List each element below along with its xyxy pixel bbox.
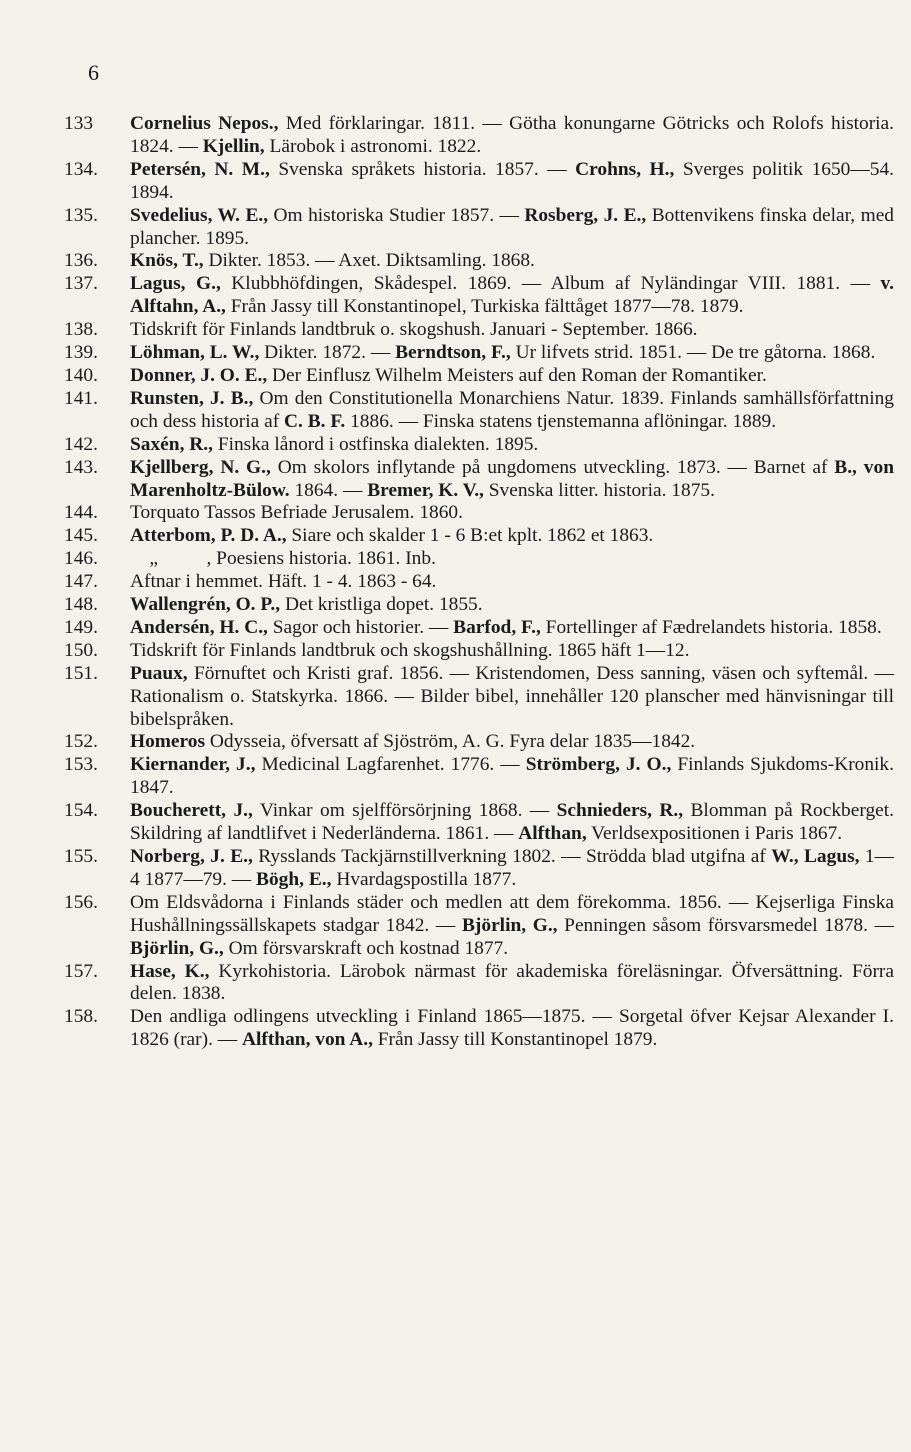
entry-text-fragment: Om historiska Studier 1857. — xyxy=(268,204,525,226)
entry-text xyxy=(130,846,894,892)
entry-text-fragment: Svenska språkets historia. 1857. — xyxy=(269,158,576,180)
author-name: Runsten, J. B., xyxy=(130,387,254,409)
catalogue-entry xyxy=(64,273,894,319)
entry-number: 138. xyxy=(64,319,98,341)
entry-text xyxy=(130,250,894,273)
entry-text-fragment: Om försvarskraft och kostnad 1877. xyxy=(223,937,509,959)
catalogue-entry xyxy=(64,617,894,640)
entry-number: 148. xyxy=(64,594,98,616)
author-name: Kjellin, xyxy=(202,135,265,157)
author-name: Homeros xyxy=(130,731,206,753)
entry-text-fragment: Med förklaringar. 1811. — Götha konungarne Götricks och Rolofs historia. 1824. — xyxy=(130,113,899,157)
entry-text xyxy=(130,617,894,640)
entry-text xyxy=(130,158,899,205)
catalogue-entry xyxy=(64,800,899,846)
entry-text-fragment: Rysslands Tackjärnstillverkning 1802. — Strödda blad utgifna af xyxy=(252,846,772,867)
author-name: v. Alftahn, A., xyxy=(130,273,894,318)
entry-text xyxy=(130,1006,899,1052)
author-name: Andersén, H. C., xyxy=(130,616,268,638)
entry-text-fragment: 1—4 1877—79. — xyxy=(130,846,894,890)
catalogue-entry xyxy=(64,434,894,457)
author-name: Alfthan, von A., xyxy=(242,1029,373,1051)
entry-text-fragment: Sverges politik 1650—54. 1894. xyxy=(130,158,899,203)
author-name: Bögh, E., xyxy=(256,868,332,890)
author-name: Knös, T., xyxy=(130,250,204,272)
entry-text-fragment: Torquato Tassos Befriade Jerusalem. 1860. xyxy=(130,502,463,524)
entry-text xyxy=(130,342,894,365)
entry-number: 157. xyxy=(64,960,98,982)
author-name: Bremer, K. V., xyxy=(367,479,484,501)
entry-text xyxy=(130,457,894,503)
entry-text-fragment: Bottenvikens finska delar, med plancher. 1895. xyxy=(130,204,899,249)
entry-text xyxy=(130,525,894,548)
entry-text xyxy=(130,754,899,800)
entry-text-fragment: Det kristliga dopet. 1855. xyxy=(280,594,483,616)
author-name: Rosberg, J. E., xyxy=(524,204,647,226)
author-name: Björlin, G., xyxy=(130,937,224,959)
entry-number: 147. xyxy=(64,571,98,593)
entry-number: 135. xyxy=(64,204,98,226)
author-name: C. B. F. xyxy=(284,410,346,432)
entry-number: 146. xyxy=(64,548,98,570)
author-name: von Marenholtz-Bülow. xyxy=(130,456,894,501)
entry-text-fragment: Svenska litter. historia. 1875. xyxy=(483,479,715,501)
page-number: 6 xyxy=(88,60,99,85)
catalogue-entry xyxy=(64,891,899,961)
entry-number: 136. xyxy=(64,250,98,272)
catalogue-entry xyxy=(64,502,894,525)
entry-text-fragment: 1864. — xyxy=(289,479,368,501)
entry-text xyxy=(130,960,899,1007)
entry-text-fragment: Om skolors inflytande på ungdomens utveckling. 1873. — Barnet af xyxy=(270,456,835,478)
entry-text-fragment: Hvardagspostilla 1877. xyxy=(331,868,517,890)
entry-text-fragment: Der Einflusz Wilhelm Meisters auf den Roman der Romantiker. xyxy=(267,364,767,386)
entry-number: 158. xyxy=(64,1006,98,1028)
entry-text-fragment: Siare och skalder 1 - 6 B:et kplt. 1862 et 1863. xyxy=(286,525,654,547)
entry-number: 152. xyxy=(64,731,98,753)
catalogue-entry xyxy=(64,960,899,1007)
author-name: Norberg, J. E., xyxy=(130,846,253,867)
entry-text-fragment: Finska lånord i ostfinska dialekten. 1895. xyxy=(212,433,539,455)
author-name: Hase, K., xyxy=(130,960,210,982)
catalogue-entry xyxy=(64,525,894,548)
author-name: Atterbom, P. D. A., xyxy=(130,525,287,547)
entry-number: 155. xyxy=(64,846,98,867)
author-name: B., xyxy=(834,456,857,478)
entry-number: 142. xyxy=(64,433,98,455)
entry-text-fragment: Tidskrift för Finlands landtbruk o. skogshush. Januari - September. 1866. xyxy=(130,319,698,341)
entry-text-fragment: Från Jassy till Konstantinopel, Turkiska fälttåget 1877—78. 1879. xyxy=(225,296,744,318)
entry-number: 143. xyxy=(64,456,98,478)
catalogue-entry xyxy=(64,387,899,434)
entry-text xyxy=(130,273,894,319)
author-name: Strömberg, J. O., xyxy=(525,754,672,776)
author-name: Alfthan, xyxy=(518,823,587,845)
entry-text-fragment: Dikter. 1853. — Axet. Diktsamling. 1868. xyxy=(203,250,535,272)
catalogue-entry xyxy=(64,457,894,503)
entry-text-fragment xyxy=(857,457,864,478)
entry-number: 156. xyxy=(64,891,98,913)
entry-number: 154. xyxy=(64,800,98,822)
author-name: Lagus, G., xyxy=(130,273,221,295)
entry-number: 133 xyxy=(64,113,94,134)
catalogue-entry xyxy=(64,204,899,251)
entry-text xyxy=(130,319,894,342)
author-name: Björlin, G., xyxy=(461,914,558,936)
entry-text-fragment: Vinkar om sjelfförsörjning 1868. — xyxy=(252,800,557,822)
entry-text xyxy=(130,502,894,525)
entry-text xyxy=(130,800,899,846)
entry-text xyxy=(130,548,894,571)
author-name: Wallengrén, O. P., xyxy=(130,594,281,616)
entry-text xyxy=(130,571,894,594)
entry-text-fragment: Odysseia, öfversatt af Sjöström, A. G. Fyra delar 1835—1842. xyxy=(205,731,696,753)
entry-number: 140. xyxy=(64,364,98,386)
entry-text-fragment: Från Jassy till Konstantinopel 1879. xyxy=(372,1029,658,1051)
entry-text-fragment: Om Eldsvådorna i Finlands städer och medlen att dem förekomma. 1856. — Kejserliga Finska Hushållningssällskapets stadgar 1842. — xyxy=(130,891,899,936)
catalogue-entry xyxy=(64,731,894,754)
catalogue-entry xyxy=(64,113,899,159)
entry-number: 151. xyxy=(64,662,98,684)
entry-number: 134. xyxy=(64,158,98,180)
catalogue-entry xyxy=(64,640,894,663)
entry-text xyxy=(130,113,899,159)
entry-text xyxy=(130,640,894,663)
author-name: Saxén, R., xyxy=(130,433,213,455)
catalogue-entry xyxy=(64,1006,899,1052)
catalogue-entry xyxy=(64,158,899,205)
entry-text-fragment: Fortellinger af Fædrelandets historia. 1858. xyxy=(540,616,882,638)
entry-text-fragment: Blomman på Rockberget. Skildring af landtlifvet i Nederländerna. 1861. — xyxy=(130,800,899,845)
entry-number: 137. xyxy=(64,273,98,295)
entry-text-fragment: Verldsexpositionen i Paris 1867. xyxy=(586,823,843,845)
author-name: Kiernander, J., xyxy=(130,754,256,776)
entry-text-fragment: Finlands Sjukdoms-Kronik. 1847. xyxy=(130,754,899,799)
catalogue-entries xyxy=(64,113,899,1052)
entry-number: 149. xyxy=(64,616,98,638)
entry-text xyxy=(130,731,894,754)
entry-text-fragment: Ur lifvets strid. 1851. — De tre gåtorna. 1868. xyxy=(510,342,876,364)
entry-number: 150. xyxy=(64,639,98,661)
entry-number: 141. xyxy=(64,387,98,409)
catalogue-entry xyxy=(64,548,894,571)
entry-text xyxy=(130,387,899,434)
entry-text-fragment: Medicinal Lagfarenhet. 1776. — xyxy=(255,754,526,776)
author-name: Berndtson, F., xyxy=(395,342,511,364)
author-name: Puaux, xyxy=(130,662,188,684)
entry-text-fragment: Om den Constitutionella Monarchiens Natur. 1839. Finlands samhällsförfattning och dess historia af xyxy=(130,387,899,432)
author-name: Cornelius Nepos., xyxy=(130,113,279,134)
entry-text-fragment: Penningen såsom försvarsmedel 1878. — xyxy=(557,914,899,936)
entry-text-fragment: „ , Poesiens historia. 1861. Inb. xyxy=(130,548,436,570)
catalogue-entry xyxy=(64,250,894,273)
author-name: Löhman, L. W., xyxy=(130,342,260,364)
author-name: Barfod, F., xyxy=(453,616,541,638)
entry-number: 145. xyxy=(64,525,98,547)
entry-text-fragment: 1886. — Finska statens tjenstemanna aflöningar. 1889. xyxy=(345,410,777,432)
catalogue-entry xyxy=(64,319,894,342)
catalogue-entry xyxy=(64,594,894,617)
entry-text xyxy=(130,891,899,961)
author-name: Schnieders, R., xyxy=(556,800,684,822)
entry-text-fragment: Aftnar i hemmet. Häft. 1 - 4. 1863 - 64. xyxy=(130,571,437,593)
entry-text-fragment: Förnuftet och Kristi graf. 1856. — Kristendomen, Dess sanning, väsen och syftemål. — Rationalism o. Statskyrka. 1866. — Bilder bibel, innehåller 120 plansсher med hänvisningar till bibelspråken. xyxy=(130,662,899,730)
author-name: Petersén, N. M., xyxy=(130,158,270,180)
entry-text-fragment: Den andliga odlingens utveckling i Finland 1865—1875. — Sorgetal öfver Kejsar Alexander I. 1826 (rar). — xyxy=(130,1006,899,1051)
entry-text xyxy=(130,662,899,732)
author-name: Svedelius, W. E., xyxy=(130,204,269,226)
entry-text-fragment: Lärobok i astronomi. 1822. xyxy=(264,135,482,157)
author-name: Crohns, H., xyxy=(575,158,675,180)
entry-text-fragment: Klubbhöfdingen, Skådespel. 1869. — Album af Nyländingar VIII. 1881. — xyxy=(220,273,881,295)
entry-text-fragment: Dikter. 1872. — xyxy=(259,342,396,364)
author-name: Donner, J. O. E., xyxy=(130,364,268,386)
entry-text xyxy=(130,204,899,251)
author-name: W., Lagus, xyxy=(771,846,860,867)
entry-number: 144. xyxy=(64,502,98,524)
entry-text xyxy=(130,594,894,617)
catalogue-entry xyxy=(64,342,894,365)
catalogue-entry xyxy=(64,846,894,892)
entry-text-fragment: Kyrkohistoria. Lärobok närmast för akademiska föreläsningar. Öfversättning. Förra delen. 1838. xyxy=(130,960,899,1005)
catalogue-entry xyxy=(64,754,899,800)
catalogue-entry xyxy=(64,662,899,732)
entry-number: 153. xyxy=(64,754,98,776)
catalogue-entry xyxy=(64,365,894,388)
author-name: Boucherett, J., xyxy=(130,800,253,822)
entry-text xyxy=(130,434,894,457)
entry-text xyxy=(130,365,894,388)
author-name: Kjellberg, N. G., xyxy=(130,456,271,478)
catalogue-entry xyxy=(64,571,894,594)
entry-number: 139. xyxy=(64,342,98,364)
entry-text-fragment: Sagor och historier. — xyxy=(267,616,454,638)
entry-text-fragment: Tidskrift för Finlands landtbruk och skogshushållning. 1865 häft 1—12. xyxy=(130,639,690,661)
